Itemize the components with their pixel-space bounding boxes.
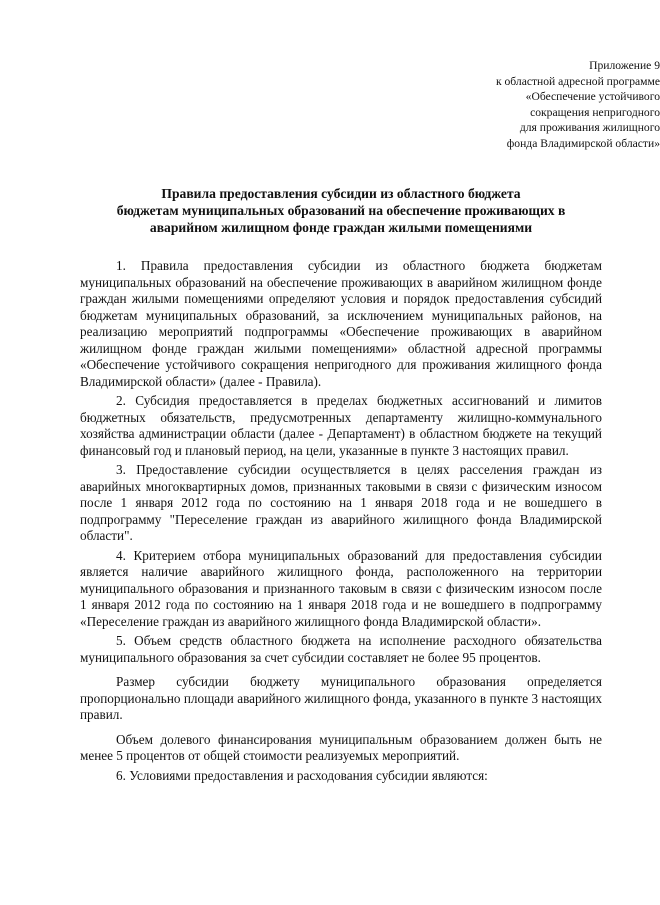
paragraph-3: 3. Предоставление субсидии осуществляется в целях расселения граждан из аварийных многоквартирных домов, признанных таковыми в связи с физическим износом после 1 января 2012 года по состоянию на 1 января 2018 года и не вошедшего в подпрограмму "Переселение граждан из аварийного жилищного фонда Владимирской области". <box>80 462 602 543</box>
annex-header <box>460 58 660 151</box>
paragraph-subsidy-size: Размер субсидии бюджету муниципального образования определяется пропорционально площади аварийного жилищного фонда, указанного в пункте 3 настоящих правил. <box>80 674 602 722</box>
title-line: бюджетам муниципальных образований на обеспечение проживающих в <box>116 203 566 218</box>
paragraph-cofinancing: Объем долевого финансирования муниципальным образованием должен быть не менее 5 процентов от общей стоимости реализуемых мероприятий. <box>80 731 602 763</box>
annex-line: к областной адресной программе <box>495 74 660 88</box>
title-line: аварийном жилищном фонде граждан жилыми помещениями <box>149 220 533 235</box>
paragraph-6: 6. Условиями предоставления и расходования субсидии являются: <box>116 767 488 783</box>
title-line: Правила предоставления субсидии из областного бюджета <box>161 186 521 201</box>
annex-line: «Обеспечение устойчивого <box>525 90 660 103</box>
paragraph-4: 4. Критерием отбора муниципальных образований для предоставления субсидии является наличие аварийного жилищного фонда, расположенного на территории муниципального образования и признанного таковым в связи с физическим износом после 1 января 2012 года по состоянию на 1 января 2018 года и не вошедшего в подпрограмму «Переселение граждан из аварийного жилищного фонда Владимирской области». <box>80 547 602 629</box>
annex-line: сокращения непригодного <box>530 105 660 119</box>
paragraph-5: 5. Объем средств областного бюджета на исполнение расходного обязательства муниципального образования за счет субсидии составляет не более 95 процентов. <box>80 633 602 665</box>
paragraph-2: 2. Субсидия предоставляется в пределах бюджетных ассигнований и лимитов бюджетных обязательств, предусмотренных департаменту жилищно-коммунального хозяйства администрации области (далее - Департамент) в областном бюджете на текущий финансовый год и плановый период, на цели, указанные в пункте 3 настоящих правил. <box>80 393 602 458</box>
annex-line: для проживания жилищного <box>519 121 660 134</box>
annex-line: Приложение 9 <box>589 59 660 72</box>
document-title <box>80 185 602 236</box>
annex-line: фонда Владимирской области» <box>506 136 660 150</box>
document-body <box>80 258 602 784</box>
paragraph-1: 1. Правила предоставления субсидии из областного бюджета бюджетам муниципальных образований на обеспечение проживающих в аварийном жилищном фонде граждан жилыми помещениями определяют условия и порядок предоставления субсидий бюджетам муниципальных образований, за исключением муниципальных районов, на реализацию мероприятий подпрограммы «Обеспечение проживающих в аварийном жилищном фонде граждан жилыми помещениями» областной адресной программы «Обеспечение устойчивого сокращения непригодного для проживания жилищного фонда Владимирской области» (далее - Правила). <box>80 258 602 389</box>
